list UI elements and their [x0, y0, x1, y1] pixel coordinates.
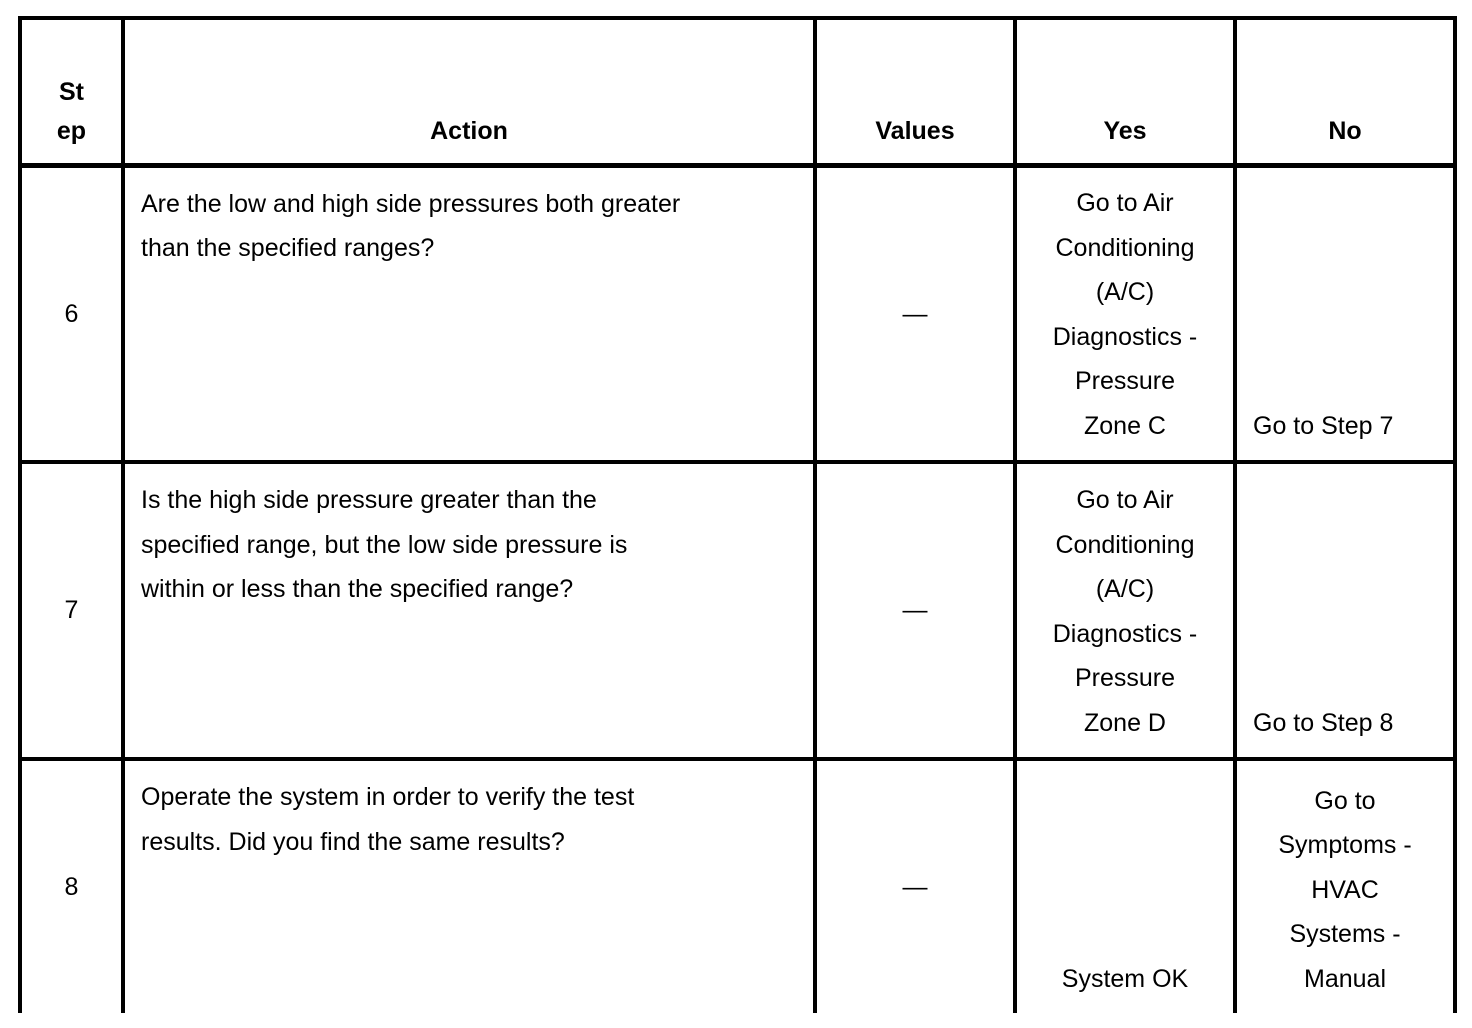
diagnostic-table: [18, 16, 1457, 1013]
table-row-step-7: [20, 462, 1455, 759]
no-result: Go to Step 8: [1235, 462, 1455, 759]
no-result: Go to Symptoms - HVAC Systems - Manual: [1235, 759, 1455, 1013]
header-action: Action: [123, 18, 815, 165]
header-no: No: [1235, 18, 1455, 165]
action-text: Is the high side pressure greater than the specified range, but the low side pressure is within or less than the specified range?: [123, 462, 815, 759]
header-row: [20, 18, 1455, 165]
yes-result: Go to Air Conditioning (A/C) Diagnostics - Pressure Zone C: [1015, 165, 1235, 462]
values-text: —: [815, 462, 1015, 759]
table-row-step-8: [20, 759, 1455, 1013]
values-text: —: [815, 759, 1015, 1013]
action-text: Are the low and high side pressures both greater than the specified ranges?: [123, 165, 815, 462]
header-values: Values: [815, 18, 1015, 165]
header-yes: Yes: [1015, 18, 1235, 165]
step-number: 6: [20, 165, 123, 462]
table-row-step-6: [20, 165, 1455, 462]
values-text: —: [815, 165, 1015, 462]
header-step: St ep: [20, 18, 123, 165]
step-number: 8: [20, 759, 123, 1013]
yes-result: Go to Air Conditioning (A/C) Diagnostics - Pressure Zone D: [1015, 462, 1235, 759]
step-number: 7: [20, 462, 123, 759]
no-result: Go to Step 7: [1235, 165, 1455, 462]
yes-result: System OK: [1015, 759, 1235, 1013]
action-text: Operate the system in order to verify the test results. Did you find the same results?: [123, 759, 815, 1013]
